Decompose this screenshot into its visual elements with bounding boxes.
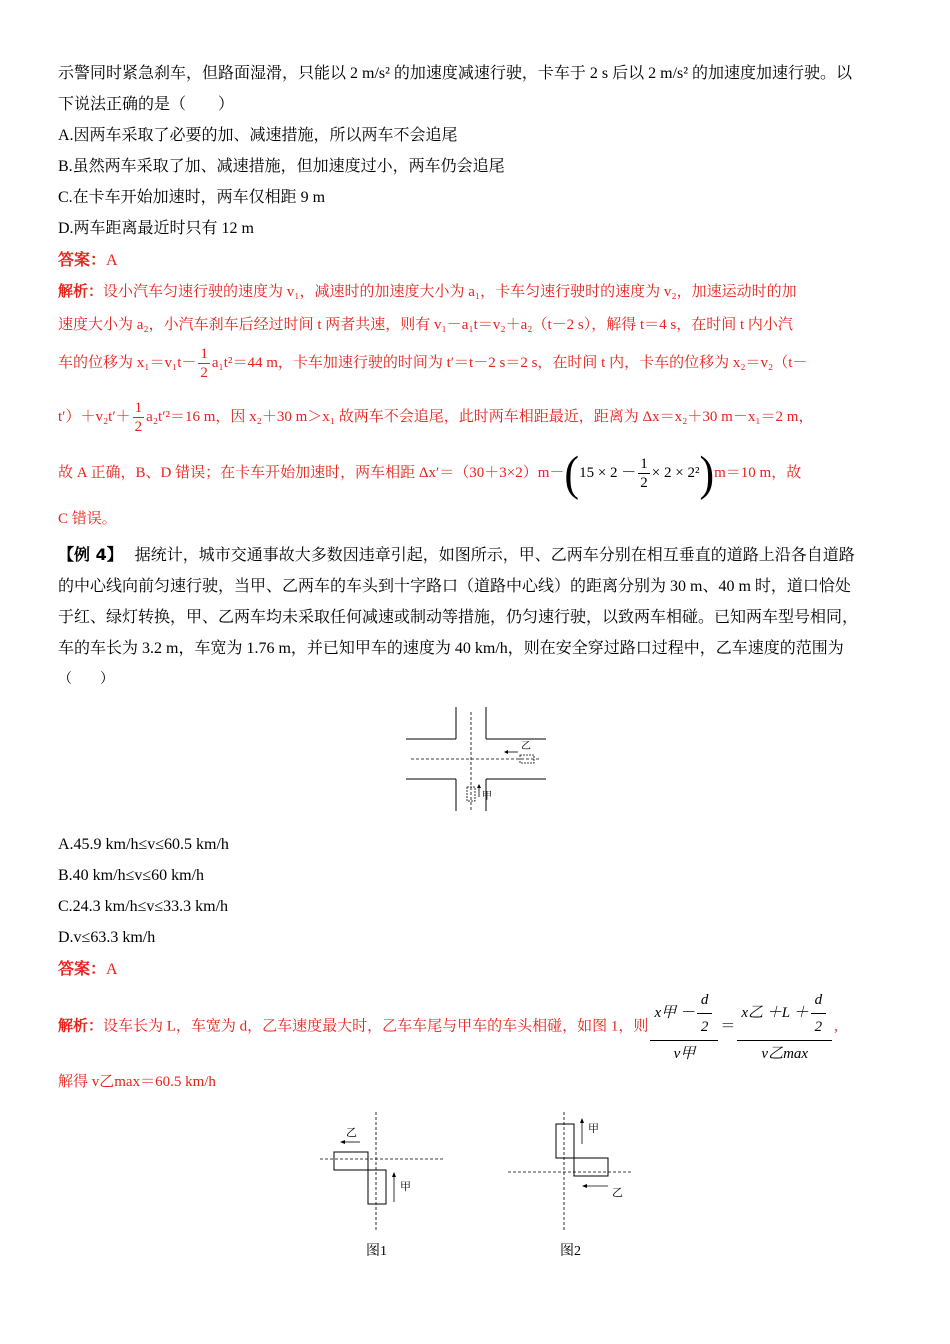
q4-result: 解得 v乙max＝60.5 km/h: [58, 1073, 216, 1090]
q4-option-d: D.v≤63.3 km/h: [58, 928, 156, 946]
q4-option-a: A.45.9 km/h≤v≤60.5 km/h: [58, 835, 229, 853]
half-fraction: $\frac{1}{2}$: [200, 346, 208, 382]
velocity-fraction-jia: x甲 － $\frac{d}{2}$ v甲: [650, 987, 718, 1067]
document-page: [58, 58, 893, 1286]
equals-sign: ＝: [720, 1018, 736, 1034]
q4-line4: 车的车长为 3.2 m，车宽为 1.76 m，并已知甲车的速度为 40 km/h，则在安全穿过路口过程中，乙车速度的范围为: [58, 639, 844, 657]
car-yi-label: 乙: [521, 740, 531, 752]
intersection-figure: [58, 703, 893, 829]
q3-analysis-line3: [58, 341, 893, 385]
fig1-caption: 图1: [366, 1243, 387, 1259]
q4-text1: 据统计，城市交通事故大多数因违章引起，如图所示，甲、乙两车分别在相互垂直的道路上沿各自道路: [134, 546, 855, 564]
q3-answer-value: A: [106, 252, 118, 269]
collision-figures: [58, 1106, 893, 1286]
figure-1: [320, 1112, 450, 1232]
fig2-jia-label: 甲: [588, 1121, 599, 1135]
intersection-diagram: [406, 707, 546, 811]
velocity-fraction-yi: x乙 ＋L ＋ $\frac{d}{2}$ v乙max: [737, 987, 832, 1067]
q3-analysis-line1: [58, 276, 893, 308]
q4-option-c: C.24.3 km/h≤v≤33.3 km/h: [58, 897, 229, 915]
q3-analysis-text3b: a₁t²＝44 m，卡车加速行驶的时间为 t′＝t－2 s＝2 s，在时间 t 内，卡车的位移为 x₂＝v₂（t－: [211, 355, 808, 371]
q3-analysis-text3a: 车的位移为 x₁＝v₁t－: [58, 355, 197, 371]
q4-option-b: B.40 km/h≤v≤60 km/h: [58, 866, 205, 884]
half-fraction: $\frac{1}{2}$: [134, 400, 143, 436]
q4-line5: （ ）: [58, 671, 114, 687]
q3-option-c: C.在卡车开始加速时，两车仅相距 9 m: [58, 189, 326, 206]
q3-analysis-line6: C 错误。: [58, 510, 117, 527]
q4-answer-value: A: [106, 960, 118, 978]
q3-option-d: D.两车距离最近时只有 12 m: [58, 220, 255, 237]
q3-option-a: A.因两车采取了必要的加、减速措施，所以两车不会追尾: [58, 127, 458, 144]
q4-line2: 的中心线向前匀速行驶，当甲、乙两车的车头到十字路口（道路中心线）的距离分别为 30 m、40 m 时，道口恰处: [58, 577, 851, 595]
q3-answer: [58, 244, 893, 276]
fig2-caption: 图2: [560, 1243, 581, 1259]
q4-analysis-label: 解析：: [58, 1016, 104, 1034]
q3-option-b: B.虽然两车采取了加、减速措施，但加速度过小，两车仍会追尾: [58, 158, 505, 175]
q3-analysis-text5b: m＝10 m，故: [714, 465, 802, 481]
q3-analysis-line5: [58, 447, 893, 500]
q3-math-expr: 15 × 2 － $\frac{1}{2}$ × 2 × 2²: [579, 456, 700, 492]
q3-analysis-text5a: 故 A 正确，B、D 错误；在卡车开始加速时，两车相距 Δx′＝（30＋3×2）m－: [58, 465, 565, 481]
q4-line3: 于红、绿灯转换，甲、乙两车均未采取任何减速或制动等措施，仍匀速行驶，以致两车相碰。已知两车型号相同，: [58, 608, 859, 626]
q3-text-line2: 下说法正确的是（ ）: [58, 96, 235, 113]
q3-text-line1: 示警同时紧急刹车，但路面湿滑，只能以 2 m/s² 的加速度减速行驶，卡车于 2 s 后以 2 m/s² 的加速度加速行驶。以: [58, 65, 853, 82]
fig2-yi-label: 乙: [612, 1185, 623, 1199]
q3-analysis: [58, 276, 893, 535]
left-paren: (: [564, 446, 580, 500]
q3-analysis-text1: 设小汽车匀速行驶的速度为 v₁，减速时的加速度大小为 a₁，卡车匀速行驶时的速度为 v₂，加速运动时的加: [103, 284, 797, 300]
q4-analysis-text: 设车长为 L，车宽为 d，乙车速度最大时，乙车车尾与甲车的车头相碰，如图 1，则: [103, 1018, 649, 1034]
q4-analysis-line1: 解析：设车长为 L，车宽为 d，乙车速度最大时，乙车车尾与甲车的车头相碰，如图 1，则 x甲 － $\frac{d}{2}$ v甲 ＝ x乙 ＋L ＋ $\frac{d}{2}$ v乙max ,: [58, 987, 893, 1067]
right-paren: ): [699, 446, 715, 500]
q4-answer: [58, 953, 893, 985]
car-jia-label: 甲: [482, 790, 492, 802]
q3-analysis-line2: 速度大小为 a₂，小汽车刹车后经过时间 t 两者共速，则有 v₁－a₁t＝v₂＋a₂（t－2 s），解得 t＝4 s，在时间 t 内小汽: [58, 317, 793, 333]
half-fraction: $\frac{1}{2}$: [640, 456, 648, 492]
q3-answer-label: 答案：: [58, 250, 107, 269]
q3-analysis-label: 解析：: [58, 282, 104, 300]
q4-line1: [58, 539, 893, 571]
fig1-jia-label: 甲: [400, 1179, 411, 1193]
q3-analysis-text4b: a₂t′²＝16 m，因 x₂＋30 m＞x₁ 故两车不会追尾，此时两车相距最近，距离为 Δx＝x₂＋30 m－x₁＝2 m，: [146, 409, 814, 425]
q3-analysis-text4a: t′）＋v₂t′＋: [58, 409, 131, 425]
fig1-yi-label: 乙: [346, 1125, 357, 1139]
q4-label: 【例 4】: [58, 544, 123, 564]
q4-answer-label: 答案：: [58, 958, 107, 978]
q3-analysis-line4: [58, 395, 893, 439]
figure-2: [508, 1112, 638, 1232]
